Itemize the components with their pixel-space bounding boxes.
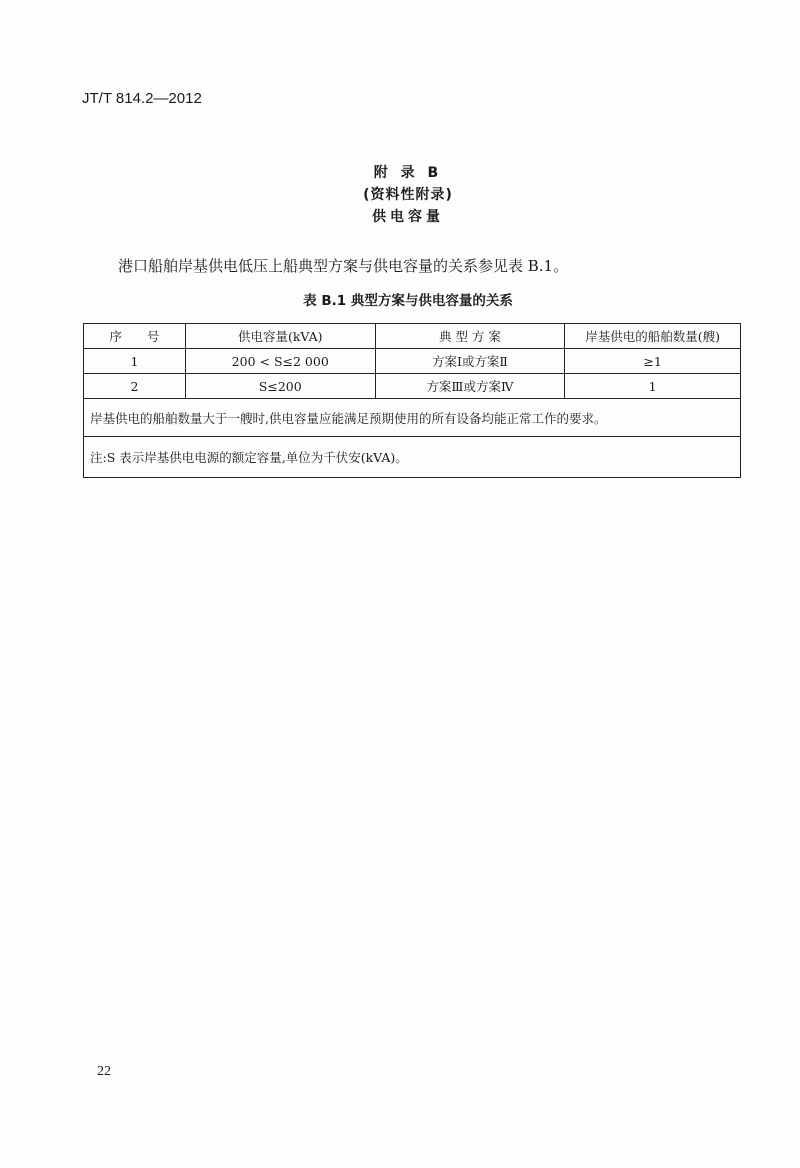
table-cell: S≤200	[185, 374, 375, 399]
appendix-type: (资料性附录)	[363, 187, 453, 203]
table-row	[84, 349, 741, 374]
header-cell: 供电容量(kVA)	[185, 324, 375, 349]
appendix-subject: 供电容量	[372, 209, 444, 225]
table-cell: 方案Ⅲ或方案Ⅳ	[375, 374, 565, 399]
table-cell: 1	[565, 374, 741, 399]
table-cell: 200 < S≤2 000	[185, 349, 375, 374]
appendix-title: 附 录 B	[373, 165, 443, 181]
table-cell: 方案Ⅰ或方案Ⅱ	[375, 349, 565, 374]
page-number: 22	[97, 1064, 111, 1079]
table-note: 岸基供电的船舶数量大于一艘时,供电容量应能满足预期使用的所有设备均能正常工作的要求。	[84, 399, 741, 437]
table-cell: 1	[84, 349, 186, 374]
standard-number: JT/T 814.2—2012	[82, 90, 202, 107]
table-cell: ≥1	[565, 349, 741, 374]
table-cell: 2	[84, 374, 186, 399]
table-header-row	[84, 324, 741, 349]
data-table	[83, 323, 741, 478]
body-paragraph: 港口船舶岸基供电低压上船典型方案与供电容量的关系参见表 B.1。	[118, 257, 569, 275]
header-cell: 序 号	[84, 324, 186, 349]
header-cell: 岸基供电的船舶数量(艘)	[565, 324, 741, 349]
table-row	[84, 374, 741, 399]
header-cell: 典 型 方 案	[375, 324, 565, 349]
table-caption: 表 B.1 典型方案与供电容量的关系	[303, 293, 513, 309]
table-footnote: 注:S 表示岸基供电电源的额定容量,单位为千伏安(kVA)。	[84, 437, 741, 478]
